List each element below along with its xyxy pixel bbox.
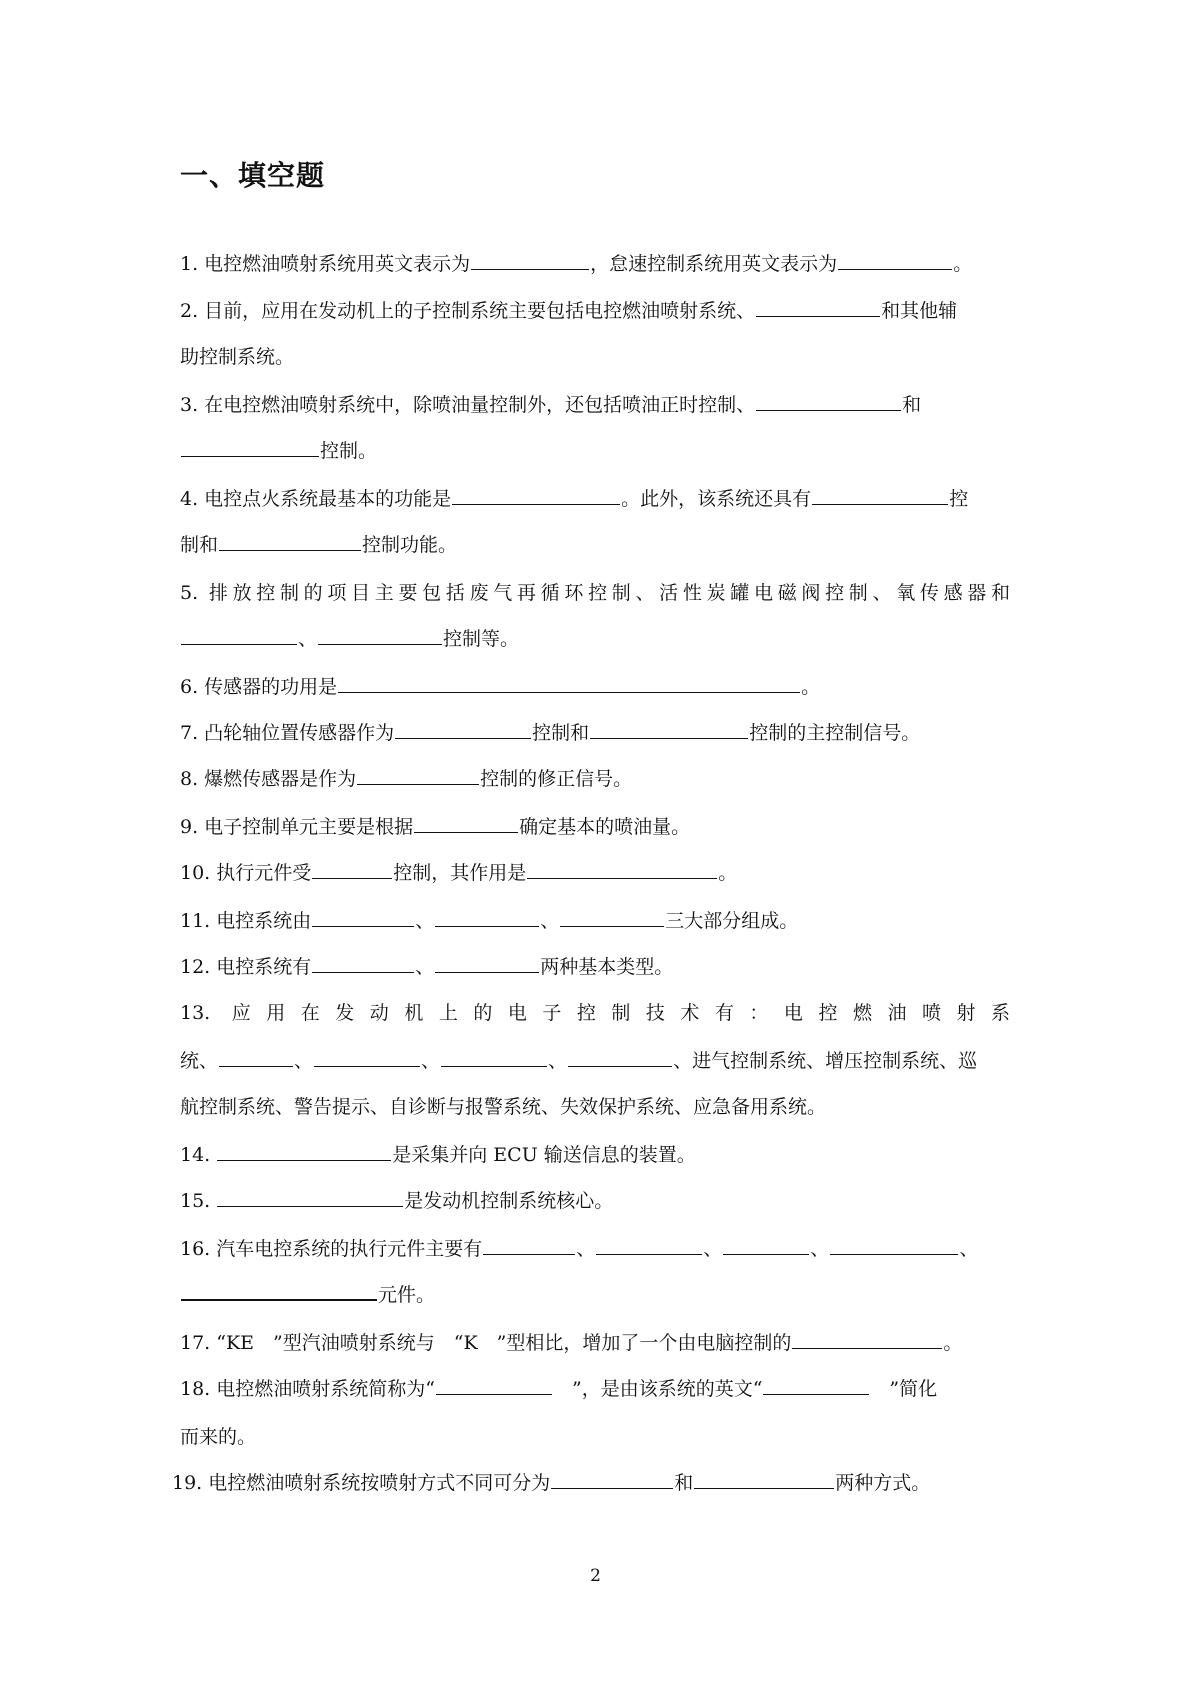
question-text: 控制和 [532,722,590,744]
question-text: 、 [548,1050,568,1072]
question-text: ”，是由该系统的英文“ [552,1378,763,1400]
question-text: 助控制系统。 [180,346,295,368]
question-line [180,1092,826,1122]
question-text: 航控制系统、警告提示、自诊断与报警系统、失效保护系统、应急备用系统。 [180,1096,827,1118]
question-text: 、 [540,910,560,932]
answer-blank[interactable] [471,250,589,270]
question-text: 两种基本类型。 [540,956,674,978]
question-text: 统、 [180,1050,219,1072]
answer-blank[interactable] [395,719,531,739]
answer-blank[interactable] [312,859,392,879]
question-text: 16. 汽车电控系统的执行元件主要有 [180,1238,483,1260]
question-text: 三大部分组成。 [665,910,799,932]
question-text: 15. [180,1190,217,1212]
answer-blank[interactable] [181,625,297,645]
answer-blank[interactable] [763,1375,869,1395]
question-text: 6. 传感器的功用是 [180,676,338,698]
answer-blank[interactable] [568,1047,672,1067]
answer-blank[interactable] [436,1375,552,1395]
answer-blank[interactable] [217,1141,391,1161]
question-line [180,578,1010,608]
question-text: 制和 [180,534,219,556]
question-text: 和 [674,1472,694,1494]
answer-blank[interactable] [441,1047,547,1067]
answer-blank[interactable] [181,1280,377,1301]
question-text: 。此外，该系统还具有 [621,488,812,510]
question-text: 19. 电控燃油喷射系统按喷射方式不同可分为 [172,1472,551,1494]
question-line [180,1422,256,1452]
answer-blank[interactable] [756,391,901,411]
question-text: 控制等。 [443,628,520,650]
question-text: 2. 目前，应用在发动机上的子控制系统主要包括电控燃油喷射系统、 [180,300,756,322]
question-text: 17. “KE ”型汽油喷射系统与 “K ”型相比，增加了一个由电脑控制的 [180,1332,792,1354]
answer-blank[interactable] [560,907,664,927]
answer-blank[interactable] [792,1329,942,1349]
question-text: 两种方式。 [835,1472,931,1494]
answer-blank[interactable] [219,531,361,551]
question-line [180,906,798,936]
answer-blank[interactable] [723,1235,809,1255]
question-line [180,484,968,514]
question-line [180,530,457,560]
question-text: 控制，其作用是 [393,862,527,884]
answer-blank[interactable] [830,1235,958,1255]
question-text: 、 [415,956,435,978]
question-line [180,436,377,466]
question-text: 控制的修正信号。 [480,768,633,790]
question-line [180,672,820,702]
question-line [180,624,519,654]
question-text: 、进气控制系统、增压控制系统、巡 [673,1050,978,1072]
section-heading: 一、填空题 [180,159,326,192]
answer-blank[interactable] [694,1469,834,1489]
answer-blank[interactable] [596,1235,702,1255]
question-text: 控 [949,488,969,510]
question-text: 和其他辅 [881,300,958,322]
question-text: 。 [801,676,821,698]
question-text: 11. 电控系统由 [180,910,312,932]
question-text: 和 [902,394,922,416]
question-line [180,952,673,982]
question-text: 是发动机控制系统核心。 [404,1190,614,1212]
question-text: 1. 电控燃油喷射系统用英文表示为 [180,253,471,275]
answer-blank[interactable] [452,485,620,505]
question-text: 是采集并向 ECU 输送信息的装置。 [392,1144,696,1166]
question-text: 5. 排放控制的项目主要包括废气再循环控制、活性炭罐电磁阀控制、氧传感器和 [180,582,1010,604]
question-text: 控制功能。 [362,534,458,556]
question-line [180,296,957,326]
question-text: 、 [576,1238,596,1260]
question-line [172,1468,930,1498]
question-text: 。 [943,1332,963,1354]
question-text: 18. 电控燃油喷射系统简称为“ [180,1378,435,1400]
question-line [180,1234,978,1264]
question-text: 、 [703,1238,723,1260]
question-text: 控制的主控制信号。 [749,722,921,744]
answer-blank[interactable] [318,625,442,645]
question-text: 、 [294,1050,314,1072]
answer-blank[interactable] [217,1187,403,1207]
question-line [180,858,737,888]
question-text: 10. 执行元件受 [180,862,312,884]
question-text: 、 [421,1050,441,1072]
question-text: 元件。 [378,1284,436,1306]
question-text: 9. 电子控制单元主要是根据 [180,816,414,838]
answer-blank[interactable] [756,297,880,317]
question-line [180,998,1010,1028]
answer-blank[interactable] [838,250,952,270]
question-line [180,1140,696,1170]
answer-blank[interactable] [414,813,518,833]
answer-blank[interactable] [219,1047,293,1067]
question-text: 、 [810,1238,830,1260]
answer-blank[interactable] [181,437,319,457]
question-text: 。 [718,862,738,884]
page-number: 2 [590,1566,601,1586]
question-text: 确定基本的喷油量。 [519,816,691,838]
question-text: 13. 应用在发动机上的电子控制技术有：电控燃油喷射系 [180,1002,1010,1024]
answer-blank[interactable] [312,953,414,973]
question-line [180,1374,937,1404]
question-text: ，怠速控制系统用英文表示为 [590,253,838,275]
question-text: 控制。 [320,440,378,462]
question-text: 、 [959,1238,979,1260]
question-text: 而来的。 [180,1426,257,1448]
question-text: 14. [180,1144,217,1166]
question-line [180,1280,435,1310]
answer-blank[interactable] [314,1047,420,1067]
answer-blank[interactable] [551,1469,673,1489]
answer-blank[interactable] [812,485,948,505]
answer-blank[interactable] [312,907,414,927]
question-text: 3. 在电控燃油喷射系统中，除喷油量控制外，还包括喷油正时控制、 [180,394,756,416]
question-line [180,1186,613,1216]
answer-blank[interactable] [435,907,539,927]
question-text: 、 [298,628,318,650]
question-line [180,1328,962,1358]
question-text: 4. 电控点火系统最基本的功能是 [180,488,452,510]
question-text: ”简化 [870,1378,938,1400]
question-line [180,764,632,794]
question-text: 12. 电控系统有 [180,956,312,978]
answer-blank[interactable] [527,859,717,879]
answer-blank[interactable] [590,719,748,739]
question-line [180,342,294,372]
question-line [180,812,690,842]
answer-blank[interactable] [483,1235,575,1255]
answer-blank[interactable] [357,765,479,785]
question-line [180,249,972,279]
answer-blank[interactable] [435,953,539,973]
question-line [180,1046,977,1076]
question-text: 、 [415,910,435,932]
question-line [180,718,920,748]
answer-blank[interactable] [338,673,800,693]
question-text: 7. 凸轮轴位置传感器作为 [180,722,395,744]
question-line [180,390,921,420]
question-text: 8. 爆燃传感器是作为 [180,768,357,790]
question-text: 。 [953,253,973,275]
